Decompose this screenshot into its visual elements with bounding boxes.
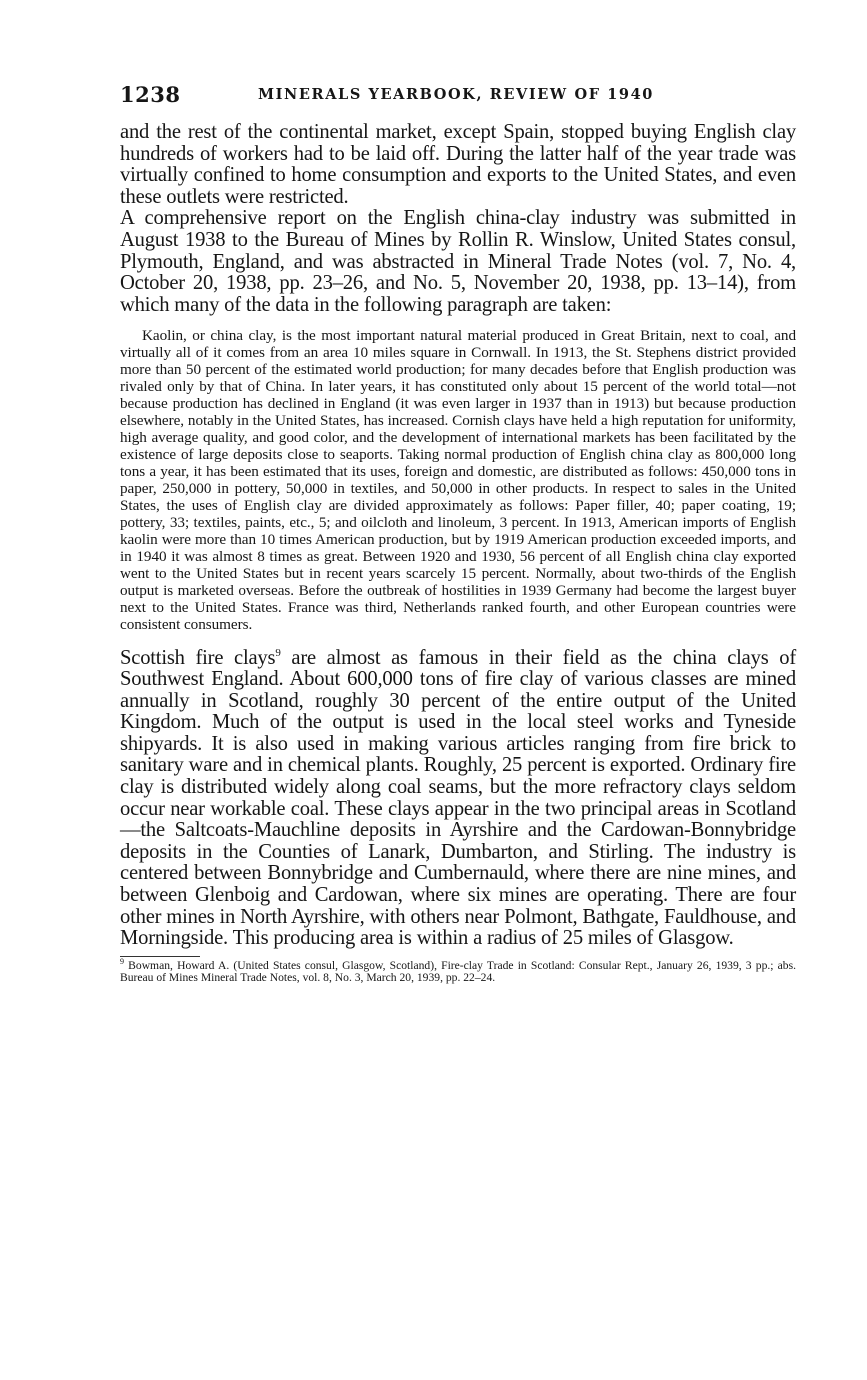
paragraph-china-clay-report: A comprehensive report on the English china-clay industry was submitted in August 1938 to the Bureau of Mines by Rollin R. Winslow, United States consul, Plymouth, England, and was abstracted in Mineral Trade Notes (vol. 7, No. 4, October 20, 1938, pp. 23–26, and No. 5, November 20, 1938, pp. 13–14), from which many of the data in the following paragraph are taken: — [120, 207, 796, 316]
paragraph-body: are almost as famous in their field as the china clays of Southwest England. About 600,000 tons of fire clay of various classes are mined annually in Scotland, roughly 30 percent of the entire output of the United Kingdom. Much of the output is used in the local steel works and Tyneside shipyards. It is also used in making various articles ranging from fire brick to sanitary ware and in chemical plants. Roughly, 25 percent is exported. Ordinary fire clay is distributed widely along coal seams, but the more refractory clays seldom occur near workable coal. These clays appear in the two principal areas in Scotland—the Saltcoats-Mauchline deposits in Ayrshire and the Cardowan-Bonnybridge deposits in the Counties of Lanark, Dumbarton, and Stirling. The industry is centered between Bonnybridge and Cumbernauld, where there are nine mines, and between Glenboig and Cardowan, where six mines are operating. There are four other mines in North Ayrshire, with others near Polmont, Bathgate, Fauldhouse, and Morningside. This producing area is within a radius of 25 miles of Glasgow. — [120, 646, 796, 950]
paragraph-continuation: and the rest of the continental market, except Spain, stopped buying English clay hundreds of workers had to be laid off. During the latter half of the year trade was virtually confined to home consumption and exports to the United States, and even these outlets were restricted. — [120, 121, 796, 208]
footnote-text: Bowman, Howard A. (United States consul, Glasgow, Scotland), Fire-clay Trade in Scotland: Consular Rept., January 26, 1939, 3 pp.; abs. Bureau of Mines Mineral Trade Notes, vol. 8, No. 3, March 20, 1939, pp. 22–24. — [120, 958, 796, 985]
page — [120, 82, 796, 985]
footnote-divider — [120, 956, 200, 957]
block-quote-kaolin: Kaolin, or china clay, is the most important natural material produced in Great Britain, next to coal, and virtually all of it comes from an area 10 miles square in Cornwall. In 1913, the St. Stephens district provided more than 50 percent of the estimated world production; for many decades before that English production was rivaled only by that of China. In later years, it has constituted only about 15 percent of the world total—not because production has declined in England (it was even larger in 1937 than in 1913) but because production elsewhere, notably in the United States, has increased. Cornish clays have held a high reputation for uniformity, high average quality, and good color, and the development of international markets has been facilitated by the existence of large deposits close to seaports. Taking normal production of English china clay as 800,000 long tons a year, it has been estimated that its uses, foreign and domestic, are distributed as follows: 450,000 tons in paper, 250,000 in pottery, 50,000 in textiles, and 50,000 in other products. In respect to sales in the United States, the uses of English clay are divided approximately as follows: Paper filler, 40; paper coating, 19; pottery, 33; textiles, paints, etc., 5; and oilcloth and linoleum, 3 percent. In 1913, American imports of English kaolin were more than 10 times American production, but by 1919 American production exceeded imports, and in 1940 it was almost 8 times as great. Between 1920 and 1930, 56 percent of all English china clay exported went to the United States but in recent years scarcely 15 percent. Normally, about two-thirds of the English output is marketed overseas. Before the outbreak of hostilities in 1939 Germany had become the largest buyer next to the United States. France was third, Netherlands ranked fourth, and other European countries were consistent consumers. — [120, 327, 796, 633]
footnote-reference: 9 — [275, 646, 281, 659]
running-head — [120, 82, 796, 112]
footnote-mark: 9 — [120, 956, 124, 966]
paragraph-scottish-fire-clays — [120, 648, 796, 950]
page-number: 1238 — [120, 82, 181, 107]
paragraph-lead: Scottish fire clays — [120, 646, 276, 669]
running-head-title: MINERALS YEARBOOK, REVIEW OF 1940 — [258, 86, 654, 103]
footnote — [120, 956, 796, 985]
